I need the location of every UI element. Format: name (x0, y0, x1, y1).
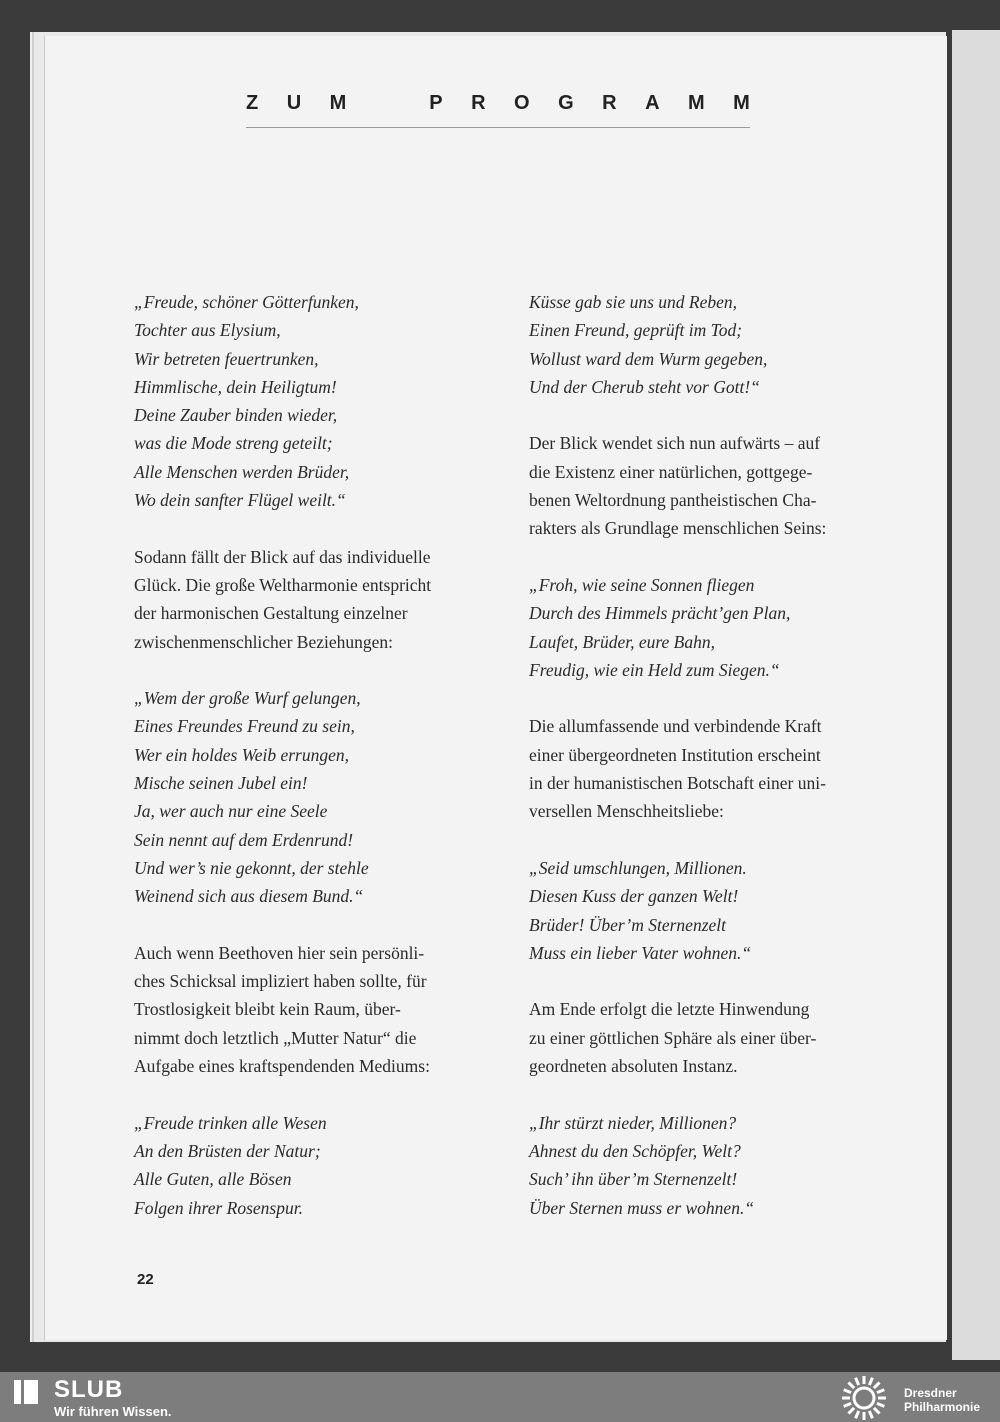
verse-line: Alle Guten, alle Bösen (134, 1169, 292, 1190)
verse-line: Und wer’s nie gekonnt, der stehle (134, 857, 369, 878)
verse-line: Wo dein sanfter Flügel weilt.“ (134, 490, 346, 511)
verse-line: Muss ein lieber Vater wohnen.“ (529, 942, 752, 963)
page-header (246, 92, 750, 115)
left-text-column (134, 288, 484, 1250)
slub-tagline: Wir führen Wissen. (54, 1404, 172, 1419)
verse-line: Küsse gab sie uns und Reben, (529, 292, 738, 312)
verse-line: Über Sternen muss er wohnen.“ (529, 1197, 755, 1218)
verse-line: Laufet, Brüder, eure Bahn, (529, 631, 715, 652)
header-letter: G (558, 92, 574, 114)
prose-paragraph (529, 712, 869, 825)
header-letter: R (471, 92, 486, 114)
verse-line: „Freude trinken alle Wesen (134, 1112, 327, 1133)
prose-line: versellen Menschheitsliebe: (529, 801, 724, 822)
verse-line: Wir betreten feuertrunken, (134, 348, 319, 369)
header-letter: U (286, 92, 302, 114)
verse-line: Tochter aus Elysium, (134, 320, 281, 341)
header-letter: Z (246, 92, 259, 114)
prose-line: die Existenz einer natürlichen, gottgege- (529, 461, 813, 482)
verse-line: An den Brüsten der Natur; (134, 1140, 321, 1161)
verse-line: Mische seinen Jubel ein! (134, 773, 308, 794)
verse-line: Wollust ward dem Wurm gegeben, (529, 348, 768, 369)
philharmonie-name (904, 1386, 980, 1414)
verse-line: Ahnest du den Schöpfer, Welt? (529, 1140, 741, 1161)
verse-line: Sein nennt auf dem Erdenrund! (134, 829, 354, 850)
verse-line: Himmlische, dein Heiligtum! (134, 376, 337, 397)
verse-line: Deine Zauber binden wieder, (134, 405, 338, 426)
header-letter: A (645, 92, 660, 114)
prose-line: Aufgabe eines kraftspendenden Mediums: (134, 1056, 430, 1077)
prose-paragraph (134, 939, 484, 1080)
verse-line: Weinend sich aus diesem Bund.“ (134, 886, 364, 907)
verse-stanza (134, 684, 484, 910)
right-text-column (529, 288, 869, 1250)
verse-line: „Seid umschlungen, Millionen. (529, 857, 747, 878)
prose-paragraph (529, 995, 869, 1080)
verse-stanza (134, 1109, 484, 1222)
prose-line: der harmonischen Gestaltung einzelner (134, 603, 408, 624)
header-letter: M (733, 92, 750, 114)
verse-stanza (134, 288, 484, 514)
header-letter: M (329, 92, 347, 114)
header-word-gap (375, 92, 401, 115)
philharmonie-name-line1: Dresdner (904, 1386, 957, 1400)
verse-line: Einen Freund, geprüft im Tod; (529, 320, 743, 341)
verse-line: „Wem der große Wurf gelungen, (134, 688, 361, 709)
verse-line: Alle Menschen werden Brüder, (134, 461, 350, 482)
prose-paragraph (529, 429, 869, 542)
prose-line: Sodann fällt der Blick auf das individuelle (134, 546, 431, 567)
prose-line: zu einer göttlichen Sphäre als einer über- (529, 1027, 817, 1048)
prose-line: Die allumfassende und verbindende Kraft (529, 716, 822, 737)
header-letter: M (688, 92, 705, 114)
prose-line: nimmt doch letztlich „Mutter Natur“ die (134, 1027, 417, 1048)
verse-line: Diesen Kuss der ganzen Welt! (529, 886, 739, 907)
verse-line: Freudig, wie ein Held zum Siegen.“ (529, 659, 780, 680)
verse-stanza (529, 854, 869, 967)
verse-stanza (529, 1109, 869, 1222)
header-rule (246, 127, 750, 128)
verse-line: was die Mode streng geteilt; (134, 433, 333, 454)
slub-name: SLUB (54, 1376, 124, 1403)
next-page-edge (952, 30, 1000, 1360)
page-number: 22 (137, 1271, 154, 1288)
prose-line: Der Blick wendet sich nun aufwärts – auf (529, 433, 821, 454)
verse-line: Such’ ihn über’m Sternenzelt! (529, 1169, 738, 1190)
prose-line: geordneten absoluten Instanz. (529, 1056, 738, 1077)
verse-line: Durch des Himmels prächt’gen Plan, (529, 603, 791, 624)
prose-line: Glück. Die große Weltharmonie entspricht (134, 574, 432, 595)
prose-line: zwischenmenschlicher Beziehungen: (134, 631, 393, 652)
slub-logo-icon (14, 1380, 38, 1404)
prose-line: Am Ende erfolgt die letzte Hinwendung (529, 999, 810, 1020)
prose-line: Auch wenn Beethoven hier sein persönli- (134, 942, 425, 963)
verse-stanza (529, 288, 869, 401)
verse-line: „Freude, schöner Götterfunken, (134, 292, 359, 312)
verse-line: Eines Freundes Freund zu sein, (134, 716, 355, 737)
verse-line: Brüder! Über’m Sternenzelt (529, 914, 726, 935)
verse-line: Folgen ihrer Rosenspur. (134, 1197, 303, 1218)
verse-stanza (529, 571, 869, 684)
prose-line: in der humanistischen Botschaft einer uni- (529, 773, 826, 794)
verse-line: Wer ein holdes Weib errungen, (134, 744, 349, 765)
prose-line: einer übergeordneten Institution erscheint (529, 744, 821, 765)
header-letter: R (602, 92, 617, 114)
philharmonie-logo-icon (840, 1374, 888, 1422)
prose-line: benen Weltordnung pantheistischen Cha- (529, 490, 817, 511)
prose-line: Trostlosigkeit bleibt kein Raum, über- (134, 999, 401, 1020)
header-letter: O (514, 92, 530, 114)
prose-line: rakters als Grundlage menschlichen Seins: (529, 518, 827, 539)
verse-line: Und der Cherub steht vor Gott!“ (529, 376, 760, 397)
header-letter: P (429, 92, 443, 114)
verse-line: „Ihr stürzt nieder, Millionen? (529, 1112, 737, 1133)
prose-line: ches Schicksal impliziert haben sollte, für (134, 971, 427, 992)
verse-line: „Froh, wie seine Sonnen fliegen (529, 574, 755, 595)
verse-line: Ja, wer auch nur eine Seele (134, 801, 328, 822)
prose-paragraph (134, 543, 484, 656)
philharmonie-name-line2: Philharmonie (904, 1400, 981, 1414)
